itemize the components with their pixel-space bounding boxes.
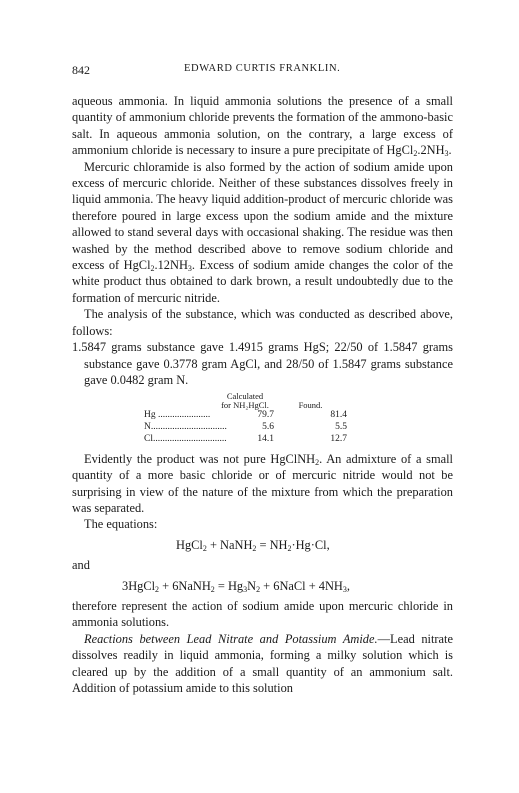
leader-dots: ................................ bbox=[150, 422, 227, 433]
leader-dots: ............................... bbox=[152, 433, 227, 444]
paragraph-6: The equations: bbox=[84, 517, 158, 532]
and-word: and bbox=[72, 558, 90, 573]
p1-mid: .2NH bbox=[417, 143, 445, 158]
running-header bbox=[72, 63, 453, 79]
eq1-s2: 2 bbox=[252, 543, 257, 553]
found-value: 81.4 bbox=[330, 410, 347, 421]
p1-sub1: 2 bbox=[413, 149, 418, 159]
calc-header-line1: Calculated bbox=[226, 391, 264, 402]
table-row bbox=[144, 434, 351, 446]
paragraph-8 bbox=[72, 631, 453, 697]
calculated-value: 5.6 bbox=[262, 422, 274, 433]
eq1-b: + NaNH bbox=[206, 537, 253, 552]
found-value: 12.7 bbox=[330, 433, 347, 444]
eq1-a: HgCl bbox=[176, 537, 203, 552]
eq2-d: N bbox=[247, 578, 257, 593]
calc-header-line2: for NH₂HgCl. bbox=[221, 400, 269, 411]
body-text bbox=[72, 93, 453, 696]
row-element: Hg bbox=[144, 410, 158, 421]
eq1-c: = NH bbox=[256, 537, 288, 552]
p2-sub2: 3 bbox=[187, 264, 192, 274]
p5-b: . An admixture of a small quantity of a more basic chloride or of mercuric nitride would not be surprising in view of the nature of the mixture from which the preparation was separated. bbox=[72, 451, 453, 515]
p1-sub2: 3 bbox=[444, 149, 449, 159]
calculated-value: 79.7 bbox=[257, 410, 274, 421]
eq2-b: + 6NaNH bbox=[159, 578, 211, 593]
table-header-row bbox=[144, 392, 351, 410]
table-row bbox=[144, 422, 351, 434]
row-element: Cl bbox=[144, 433, 153, 444]
table-row bbox=[144, 410, 351, 422]
calculated-header bbox=[221, 391, 274, 411]
page-number: 842 bbox=[72, 63, 90, 77]
leader-dots: ...................... bbox=[158, 410, 211, 421]
eq1-s1: 2 bbox=[202, 543, 207, 553]
eq2-s3: 3 bbox=[243, 584, 248, 594]
paragraph-1 bbox=[72, 93, 453, 159]
section-heading: Reactions between Lead Nitrate and Potassium Amide. bbox=[84, 631, 378, 646]
p2-c: . Excess of sodium amide changes the color of the white product thus obtained to dark brown, a result undoubtedly due to the formation of mercuric nitride. bbox=[72, 258, 453, 305]
p2-sub1: 2 bbox=[150, 264, 155, 274]
paragraph-5 bbox=[72, 451, 453, 517]
eq2-a: 3HgCl bbox=[122, 578, 156, 593]
eq1-s3: 2 bbox=[287, 543, 292, 553]
p5-sub1: 2 bbox=[315, 457, 320, 467]
p1-text: aqueous ammonia. In liquid ammonia solutions the presence of a small quantity of ammonium chloride prevents the formation of the ammono-basic salt. In aqueous ammonia solution, on the contrary, a large excess of ammonium chloride is necessary to insure a pure precipitate of HgCl bbox=[72, 94, 453, 158]
eq2-f: , bbox=[346, 578, 350, 593]
eq2-s5: 3 bbox=[342, 584, 347, 594]
p8-text: —Lead nitrate dissolves readily in liquid ammonia, forming a milky solution which is cleared up by the addition of a small quantity of an ammonium salt. Addition of potassium amide to this solution bbox=[72, 631, 453, 695]
p5-a: Evidently the product was not pure HgClNH bbox=[84, 451, 316, 466]
row-element: N bbox=[144, 422, 151, 433]
paragraph-2 bbox=[72, 159, 453, 307]
running-title: EDWARD CURTIS FRANKLIN. bbox=[184, 63, 341, 74]
eq2-e: + 6NaCl + 4NH bbox=[260, 578, 343, 593]
eq2-s4: 2 bbox=[256, 584, 261, 594]
calculated-value: 14.1 bbox=[257, 433, 274, 444]
eq2-s2: 2 bbox=[210, 584, 215, 594]
equation-1 bbox=[72, 537, 453, 553]
p1-end: . bbox=[448, 143, 452, 158]
eq2-c: = Hg bbox=[214, 578, 244, 593]
found-value: 5.5 bbox=[335, 422, 347, 433]
paragraph-7: therefore represent the action of sodium amide upon mercuric chloride in ammonia solutions. bbox=[72, 598, 453, 630]
equation-2 bbox=[72, 578, 453, 594]
paragraph-4: 1.5847 grams substance gave 1.4915 grams HgS; 22/50 of 1.5847 grams substance gave 0.3778 gram AgCl, and 28/50 of 1.5847 grams substance gave 0.0482 gram N. bbox=[72, 340, 453, 387]
found-header: Found. bbox=[298, 400, 323, 411]
paragraph-3: The analysis of the substance, which was conducted as described above, follows: bbox=[72, 307, 453, 338]
p2-a: Mercuric chloramide is also formed by the action of sodium amide upon excess of mercuric chloride. Neither of these substances dissolves freely in liquid ammonia. The heavy liquid addition-product of mercuric chloride was therefore poured in large excess upon the sodium amide and the mixture allowed to stand several days with occasional shaking. The residue was then washed by the method described above to remove sodium chloride and excess of HgCl bbox=[72, 159, 453, 273]
p2-b: .12NH bbox=[154, 258, 188, 273]
eq2-s1: 2 bbox=[155, 584, 160, 594]
eq1-d: ·Hg·Cl, bbox=[291, 537, 330, 552]
analysis-table bbox=[144, 392, 351, 445]
